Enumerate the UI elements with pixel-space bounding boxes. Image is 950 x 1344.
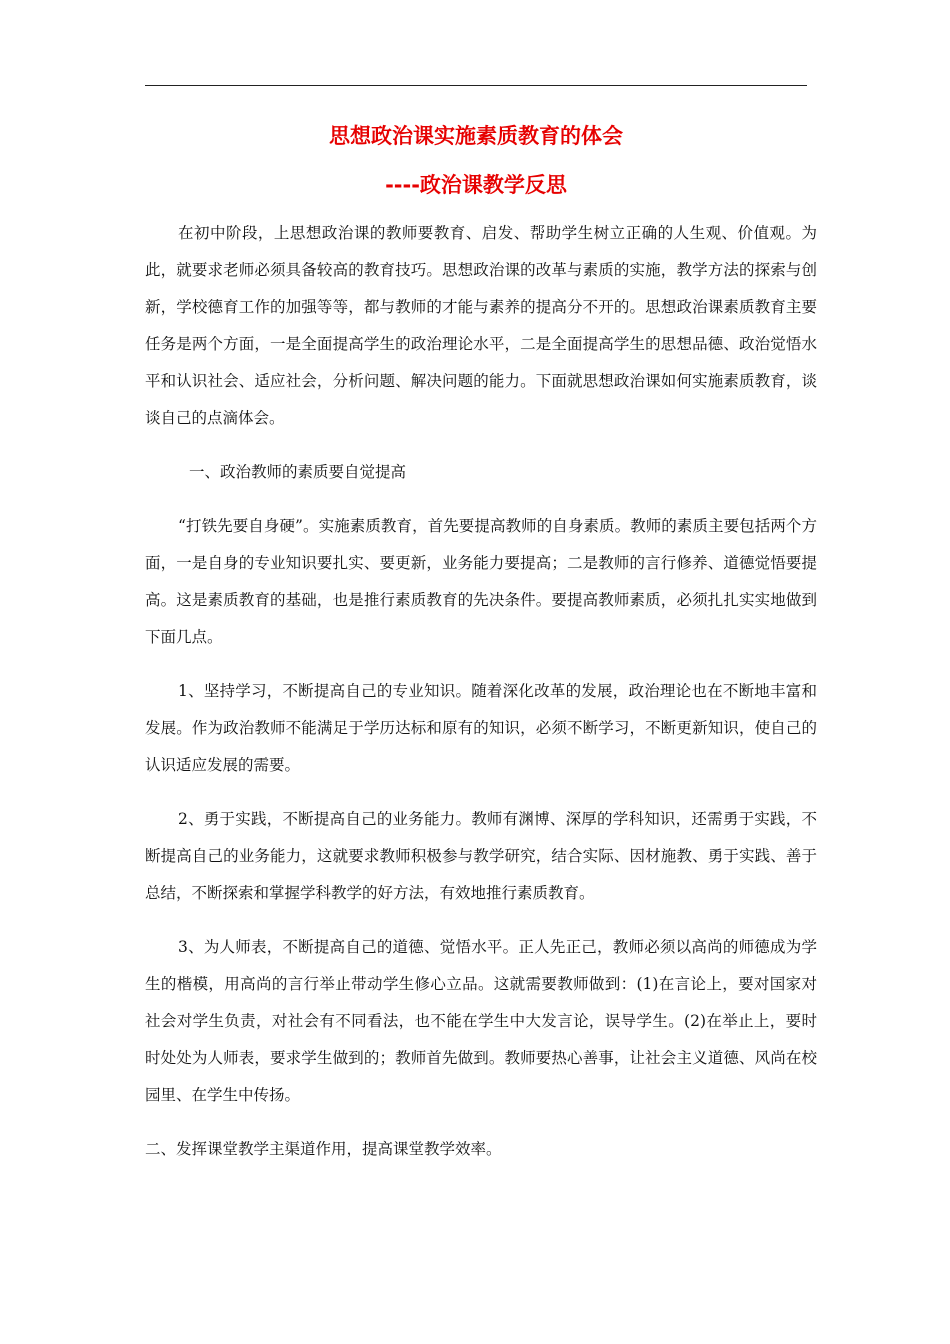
paragraph-point-3: 3、为人师表，不断提高自己的道德、觉悟水平。正人先正己，教师必须以高尚的师德成为学生的楷模，用高尚的言行举止带动学生修心立品。这就需要教师做到：(1)在言论上，要对国家对社会对学生负责，对社会有不同看法，也不能在学生中大发言论，误导学生。(2)在举止上，要时时处处为人师表，要求学生做到的；教师首先做到。教师要热心善事，让社会主义道德、风尚在校园里、在学生中传扬。 xyxy=(145,938,817,1104)
document-title: 思想政治课实施素质教育的体会 xyxy=(329,124,623,148)
paragraph-point-1: 1、坚持学习，不断提高自己的专业知识。随着深化改革的发展，政治理论也在不断地丰富和发展。作为政治教师不能满足于学历达标和原有的知识，必须不断学习，不断更新知识，使自己的认识适应发展的需要。 xyxy=(145,682,817,774)
section-heading-two: 二、发挥课堂教学主渠道作用，提高课堂教学效率。 xyxy=(145,1140,502,1158)
paragraph-self-quality: “打铁先要自身硬”。实施素质教育，首先要提高教师的自身素质。教师的素质主要包括两个方面，一是自身的专业知识要扎实、要更新，业务能力要提高；二是教师的言行修养、道德觉悟要提高。这是素质教育的基础，也是推行素质教育的先决条件。要提高教师素质，必须扎扎实实地做到下面几点。 xyxy=(145,517,817,646)
document-subtitle: ----政治课教学反思 xyxy=(385,173,567,197)
section-heading-one: 一、政治教师的素质要自觉提高 xyxy=(189,463,407,481)
paragraph-intro: 在初中阶段，上思想政治课的教师要教育、启发、帮助学生树立正确的人生观、价值观。为此，就要求老师必须具备较高的教育技巧。思想政治课的改革与素质的实施，教学方法的探索与创新，学校德育工作的加强等等，都与教师的才能与素养的提高分不开的。思想政治课素质教育主要任务是两个方面，一是全面提高学生的政治理论水平，二是全面提高学生的思想品德、政治觉悟水平和认识社会、适应社会，分析问题、解决问题的能力。下面就思想政治课如何实施素质教育，谈谈自己的点滴体会。 xyxy=(145,224,817,427)
document-body xyxy=(145,215,817,1168)
paragraph-point-2: 2、勇于实践，不断提高自己的业务能力。教师有渊博、深厚的学科知识，还需勇于实践，不断提高自己的业务能力，这就要求教师积极参与教学研究，结合实际、因材施教、勇于实践、善于总结，不断探索和掌握学科教学的好方法，有效地推行素质教育。 xyxy=(145,810,817,902)
header-rule xyxy=(145,85,807,86)
